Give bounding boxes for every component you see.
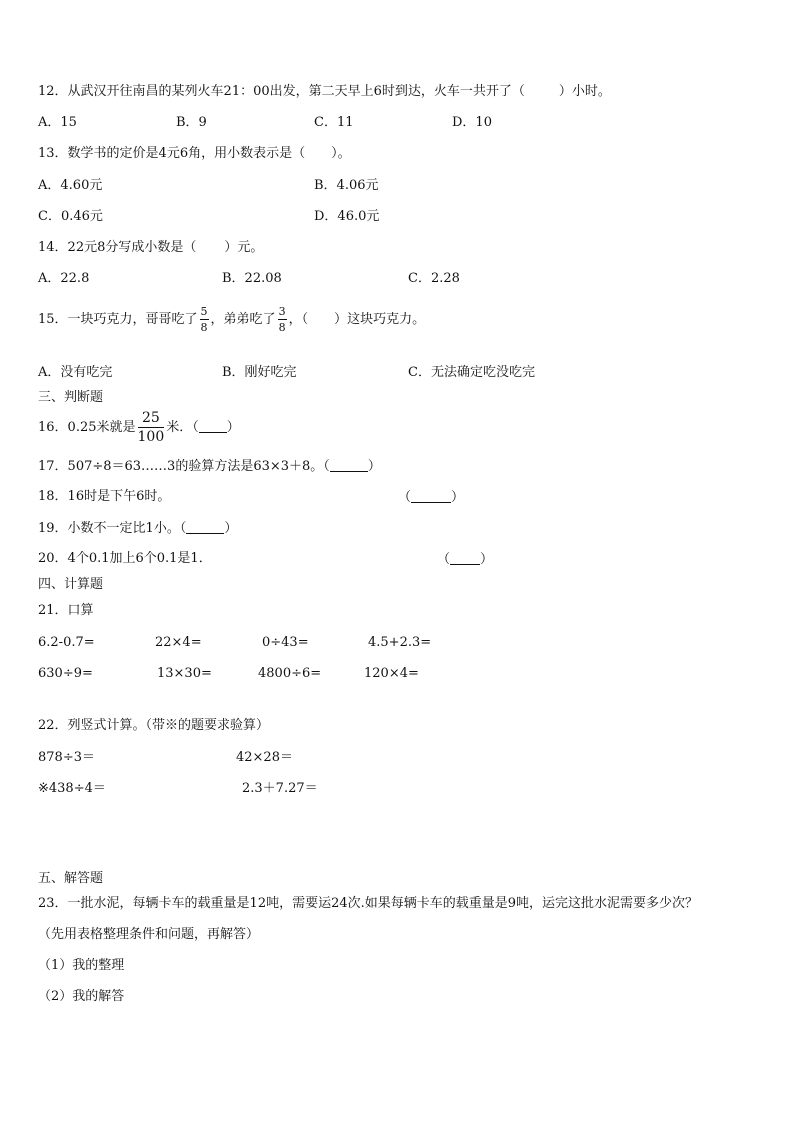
q16-stem: 16．0.25米就是 $\frac{25}{100}$ 米．（ ） [38,410,240,445]
q13-option-a[interactable]: A．4.60元 [38,178,103,193]
q22-item: 42×28＝ [236,750,293,765]
fraction-five-eighths: $\frac{5}{8}$ [200,305,208,334]
q22-item: 2.3＋7.27＝ [242,781,318,796]
q14-option-c[interactable]: C．2.28 [408,271,460,286]
q17-stem: 17．507÷8＝63……3的验算方法是63×3＋8。（ ） [38,459,381,474]
q20-answer-bracket: （ ） [437,552,494,567]
q17-answer-blank[interactable] [330,459,368,472]
q22-item: ※438÷4＝ [38,781,106,796]
q21-title: 21．口算 [38,603,94,618]
q19-stem: 19．小数不一定比1小。（ ） [38,521,238,536]
q12-option-a[interactable]: A．15 [38,115,77,130]
q21-item: 0÷43= [262,635,309,650]
q16-answer-blank[interactable] [199,420,227,433]
q12-option-d[interactable]: D．10 [452,115,492,130]
q23-note: （先用表格整理条件和问题，再解答） [38,927,260,942]
q18-answer-blank[interactable] [411,490,451,503]
fraction-25-over-100: $\frac{25}{100}$ [137,410,165,445]
q14-option-a[interactable]: A．22.8 [38,271,90,286]
q12-stem: 12．从武汉开往南昌的某列火车21：00出发，第二天早上6时到达，火车一共开了（ ）小时。 [38,84,611,99]
q12-option-c[interactable]: C．11 [314,115,354,130]
section-5-title: 五、解答题 [38,871,104,886]
q15-option-c[interactable]: C．无法确定吃没吃完 [408,365,535,380]
q14-stem: 14．22元8分写成小数是（ ）元。 [38,240,264,255]
q14-option-b[interactable]: B．22.08 [222,271,282,286]
section-3-title: 三、判断题 [38,390,104,405]
q22-title: 22．列竖式计算。（带※的题要求验算） [38,718,270,733]
q13-stem: 13．数学书的定价是4元6角，用小数表示是（ ）。 [38,146,351,161]
q21-item: 4.5+2.3= [368,635,432,650]
fraction-three-eighths: $\frac{3}{8}$ [278,305,286,334]
q19-answer-blank[interactable] [186,521,224,534]
q23-sub1: （1）我的整理 [38,958,125,973]
q13-option-c[interactable]: C．0.46元 [38,209,103,224]
q23-stem: 23．一批水泥，每辆卡车的载重量是12吨，需要运24次.如果每辆卡车的载重量是9吨，运完这批水泥需要多少次？ [38,896,699,911]
q21-item: 630÷9= [38,666,93,681]
q23-sub2: （2）我的解答 [38,989,125,1004]
q21-item: 6.2-0.7= [38,635,95,650]
q15-option-b[interactable]: B．刚好吃完 [222,365,297,380]
q21-item: 4800÷6= [258,666,322,681]
q22-item: 878÷3＝ [38,750,95,765]
q13-option-b[interactable]: B．4.06元 [314,178,379,193]
q21-item: 13×30= [157,666,212,681]
q20-answer-blank[interactable] [450,552,480,565]
q21-item: 22×4= [155,635,202,650]
q15-stem: 15．一块巧克力，哥哥吃了 $\frac{5}{8}$ ，弟弟吃了 $\frac{3}{8}$ ，（ ）这块巧克力。 [38,305,426,334]
q13-option-d[interactable]: D．46.0元 [314,209,380,224]
q20-stem: 20．4个0.1加上6个0.1是1． [38,551,212,566]
q18-answer-bracket: （ ） [398,490,465,505]
section-4-title: 四、计算题 [38,577,104,592]
q12-option-b[interactable]: B．9 [176,115,207,130]
q18-stem: 18．16时是下午6时。 [38,489,171,504]
q21-item: 120×4= [364,666,419,681]
q15-option-a[interactable]: A．没有吃完 [38,365,113,380]
